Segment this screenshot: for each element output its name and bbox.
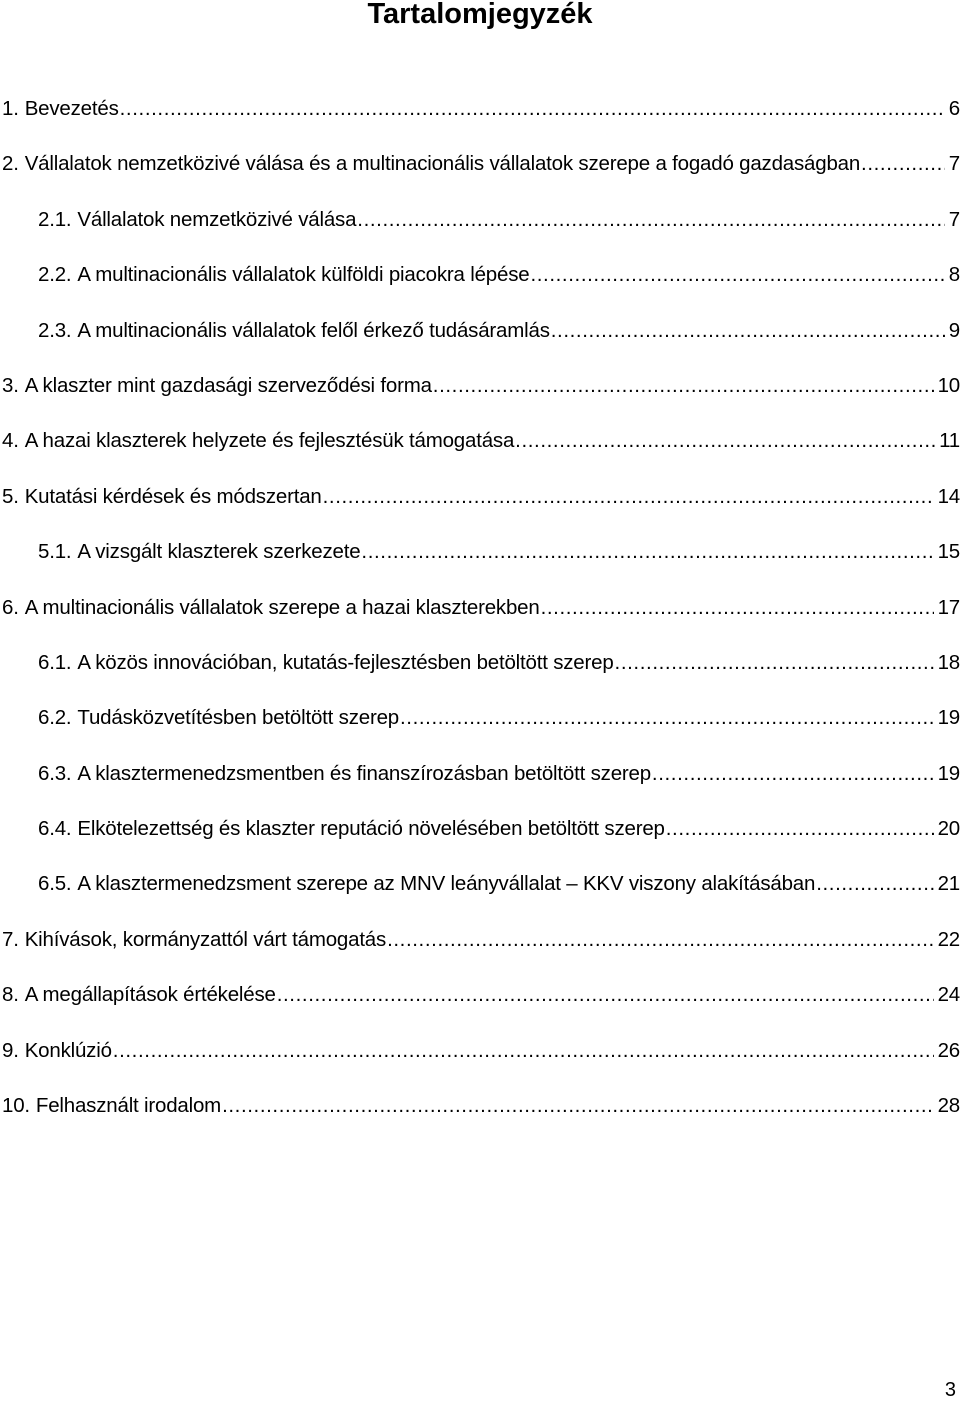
toc-entry-title: Elkötelezettség és klaszter reputáció növelésében betöltött szerep [77, 817, 665, 841]
toc-entry[interactable] [0, 319, 960, 374]
toc-entry-page: 21 [937, 872, 960, 896]
toc-entry-title: Bevezetés [24, 97, 119, 120]
toc-entry-title: A multinacionális vállalatok felől érkező tudásáramlás [77, 318, 550, 342]
toc-entry[interactable] [0, 928, 960, 983]
toc-entry-number: 6.3. [38, 761, 72, 785]
toc-entry-page: 10 [937, 373, 960, 397]
toc-entry[interactable] [0, 429, 960, 484]
toc-entry-number: 5.1. [38, 540, 72, 564]
toc-entry-page: 20 [937, 817, 960, 841]
dot-leader [222, 1094, 934, 1118]
toc-entry-title: Tudásközvetítésben betöltött szerep [77, 706, 399, 730]
toc-entry-number: 2.2. [38, 263, 72, 287]
toc-entry-page: 24 [937, 983, 960, 1007]
toc-entry-number: 2. [2, 152, 19, 176]
toc-entry[interactable] [0, 97, 960, 152]
dot-leader [530, 263, 944, 287]
dot-leader [666, 817, 934, 841]
toc-entry-number: 6.4. [38, 817, 72, 841]
dot-leader [323, 485, 934, 509]
toc-entry-page: 6 [948, 97, 960, 120]
toc-entry[interactable] [0, 208, 960, 263]
table-of-contents [0, 97, 960, 1149]
toc-entry-title: Kihívások, kormányzattól várt támogatás [24, 927, 387, 951]
toc-entry-title: Vállalatok nemzetközivé válása és a multinacionális vállalatok szerepe a fogadó gazdaságban [24, 152, 861, 176]
toc-entry[interactable] [0, 983, 960, 1038]
dot-leader [551, 319, 945, 343]
toc-entry-title: A közös innovációban, kutatás-fejlesztésben betöltött szerep [77, 650, 614, 674]
toc-entry-title: Kutatási kérdések és módszertan [24, 484, 322, 508]
toc-entry-page: 19 [937, 706, 960, 730]
dot-leader [816, 872, 933, 896]
toc-entry[interactable] [0, 485, 960, 540]
dot-leader [541, 596, 934, 620]
toc-entry-page: 17 [937, 595, 960, 619]
toc-entry-number: 3. [2, 373, 19, 397]
toc-entry-page: 22 [937, 927, 960, 951]
toc-entry-title: A klaszter mint gazdasági szerveződési forma [24, 373, 432, 397]
toc-entry[interactable] [0, 374, 960, 429]
toc-entry[interactable] [0, 152, 960, 207]
toc-entry-page: 15 [937, 540, 960, 564]
toc-entry-page: 8 [948, 263, 960, 287]
toc-entry[interactable] [0, 706, 960, 761]
toc-entry-number: 5. [2, 484, 19, 508]
toc-entry-page: 14 [937, 484, 960, 508]
toc-entry-number: 6.2. [38, 706, 72, 730]
toc-entry-title: Felhasznált irodalom [35, 1094, 222, 1118]
toc-entry-number: 6. [2, 595, 19, 619]
toc-entry-number: 8. [2, 983, 19, 1007]
toc-entry-title: A megállapítások értékelése [24, 983, 276, 1007]
dot-leader [615, 651, 934, 675]
toc-entry-title: A multinacionális vállalatok külföldi piacokra lépése [77, 263, 530, 287]
dot-leader [652, 762, 934, 786]
toc-entry[interactable] [0, 1039, 960, 1094]
toc-entry[interactable] [0, 596, 960, 651]
dot-leader [361, 540, 933, 564]
toc-entry-page: 7 [948, 152, 960, 176]
toc-entry-title: A vizsgált klaszterek szerkezete [77, 540, 361, 564]
toc-entry-page: 28 [937, 1094, 960, 1118]
toc-entry-page: 9 [948, 318, 960, 342]
toc-entry[interactable] [0, 1094, 960, 1149]
toc-entry-title: A klasztermenedzsment szerepe az MNV leányvállalat – KKV viszony alakításában [77, 872, 816, 896]
dot-leader [357, 208, 945, 232]
page-number: 3 [944, 1379, 956, 1401]
toc-entry[interactable] [0, 762, 960, 817]
toc-entry-number: 2.1. [38, 207, 72, 231]
toc-entry-page: 11 [939, 429, 960, 453]
toc-entry[interactable] [0, 263, 960, 318]
toc-entry-title: A multinacionális vállalatok szerepe a hazai klaszterekben [24, 595, 540, 619]
page-title: Tartalomjegyzék [367, 0, 593, 30]
toc-entry[interactable] [0, 540, 960, 595]
dot-leader [861, 152, 945, 176]
toc-entry-title: A hazai klaszterek helyzete és fejlesztésük támogatása [24, 429, 515, 453]
toc-entry-page: 18 [937, 650, 960, 674]
toc-entry-page: 26 [937, 1038, 960, 1062]
dot-leader [387, 928, 934, 952]
toc-entry[interactable] [0, 817, 960, 872]
toc-entry-number: 2.3. [38, 318, 72, 342]
dot-leader [433, 374, 934, 398]
toc-entry-page: 19 [937, 761, 960, 785]
dot-leader [515, 429, 935, 453]
dot-leader [277, 983, 934, 1007]
dot-leader [113, 1039, 934, 1063]
toc-entry-page: 7 [948, 207, 960, 231]
toc-entry[interactable] [0, 872, 960, 927]
toc-entry-title: Konklúzió [24, 1038, 112, 1062]
dot-leader [400, 706, 934, 730]
toc-entry-number: 4. [2, 429, 19, 453]
toc-entry[interactable] [0, 651, 960, 706]
toc-entry-number: 6.5. [38, 872, 72, 896]
toc-entry-title: A klasztermenedzsmentben és finanszírozásban betöltött szerep [77, 761, 651, 785]
toc-entry-number: 1. [2, 97, 19, 120]
toc-entry-number: 7. [2, 927, 19, 951]
dot-leader [120, 97, 945, 121]
toc-entry-title: Vállalatok nemzetközivé válása [77, 207, 357, 231]
toc-entry-number: 9. [2, 1038, 19, 1062]
toc-entry-number: 6.1. [38, 650, 72, 674]
toc-entry-number: 10. [2, 1094, 30, 1118]
